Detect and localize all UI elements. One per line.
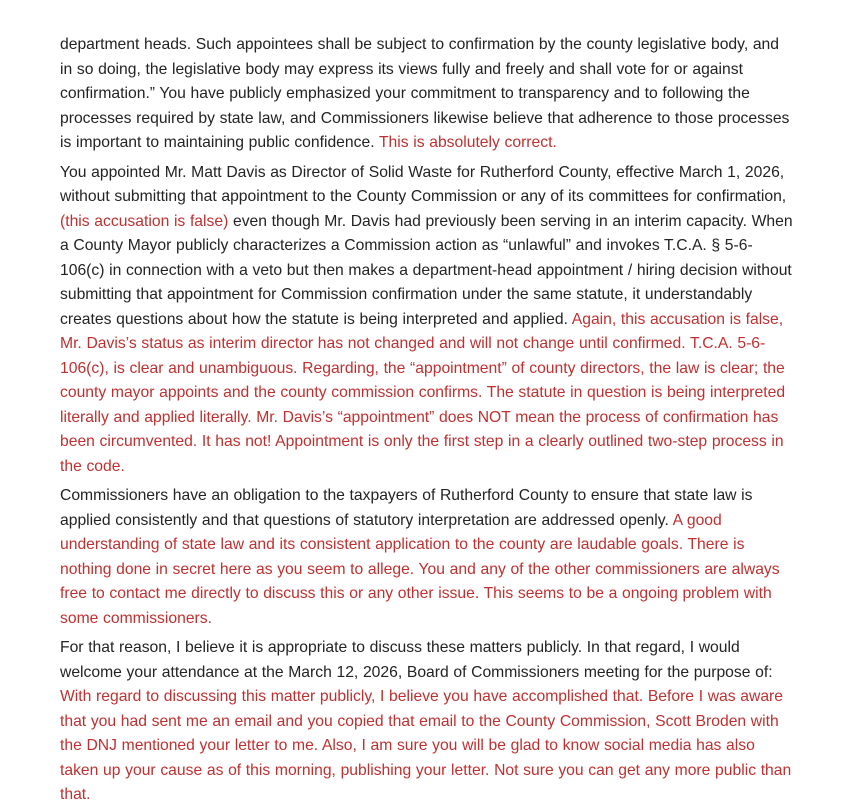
text-run-red: With regard to discussing this matter publicly, I believe you have accomplished that. Before I was aware that you had sent me an email and you copied that email to the County Commission, Scott Broden with the DNJ mentioned your letter to me. Also, I am sure you will be glad to know social media has also taken up your cause as of this morning, publishing your letter. Not sure you can get any more public than that. [60,688,796,803]
text-run-black: You appointed Mr. Matt Davis as Director of Solid Waste for Rutherford County, effective March 1, 2026, without submitting that appointment to the County Commission or any of its committees for confirmation, [60,163,791,205]
letter-body [60,33,798,808]
text-run-red: A good understanding of state law and its consistent application to the county are laudable goals. There is nothing done in secret here as you seem to allege. You and any of the other commissioners are always free to contact me directly to discuss this or any other issue. This seems to be a ongoing problem with some commissioners. [60,511,785,627]
text-run-red: (this accusation is false) [60,212,229,230]
text-run-red: Again, this accusation is false, Mr. Davis’s status as interim director has not changed and will not change until confirmed. T.C.A. 5-6-106(c), is clear and unambiguous. Regarding, the “appointment” of county directors, the law is clear; the county mayor appoints and the county commission confirms. The statute in question is being interpreted literally and applied literally. Mr. Davis’s “appointment” does NOT mean the process of confirmation has been circumvented. It has not! Appointment is only the first step in a clearly outlined two-step process in the code. [60,310,790,475]
paragraph [60,636,795,808]
text-run-black: For that reason, I believe it is appropriate to discuss these matters publicly. In that regard, I would welcome your attendance at the March 12, 2026, Board of Commissioners meeting for the purpose of: [60,639,778,681]
paragraph [60,33,795,156]
text-run-black: Commissioners have an obligation to the taxpayers of Rutherford County to ensure that state law is applied consistently and that questions of statutory interpretation are addressed openly. [60,487,758,529]
text-run-black: even though Mr. Davis had previously been serving in an interim capacity. When a County Mayor publicly characterizes a Commission action as “unlawful” and invokes T.C.A. § 5-6-106(c) in connection with a veto but then makes a department-head appointment / hiring decision without submitting that appointment for Commission confirmation under the same statute, it understandably creates questions about how the statute is being interpreted and applied. [60,212,798,328]
text-run-black: department heads. Such appointees shall be subject to confirmation by the county legislative body, and in so doing, the legislative body may express its views fully and freely and shall vote for or against confirmation.” You have publicly emphasized your commitment to transparency and to following the processes required by state law, and Commissioners likewise believe that adherence to those processes is important to maintaining public confidence. [60,36,795,151]
text-run-red: This is absolutely correct. [378,134,557,151]
paragraph [60,161,798,480]
paragraph [60,484,795,631]
